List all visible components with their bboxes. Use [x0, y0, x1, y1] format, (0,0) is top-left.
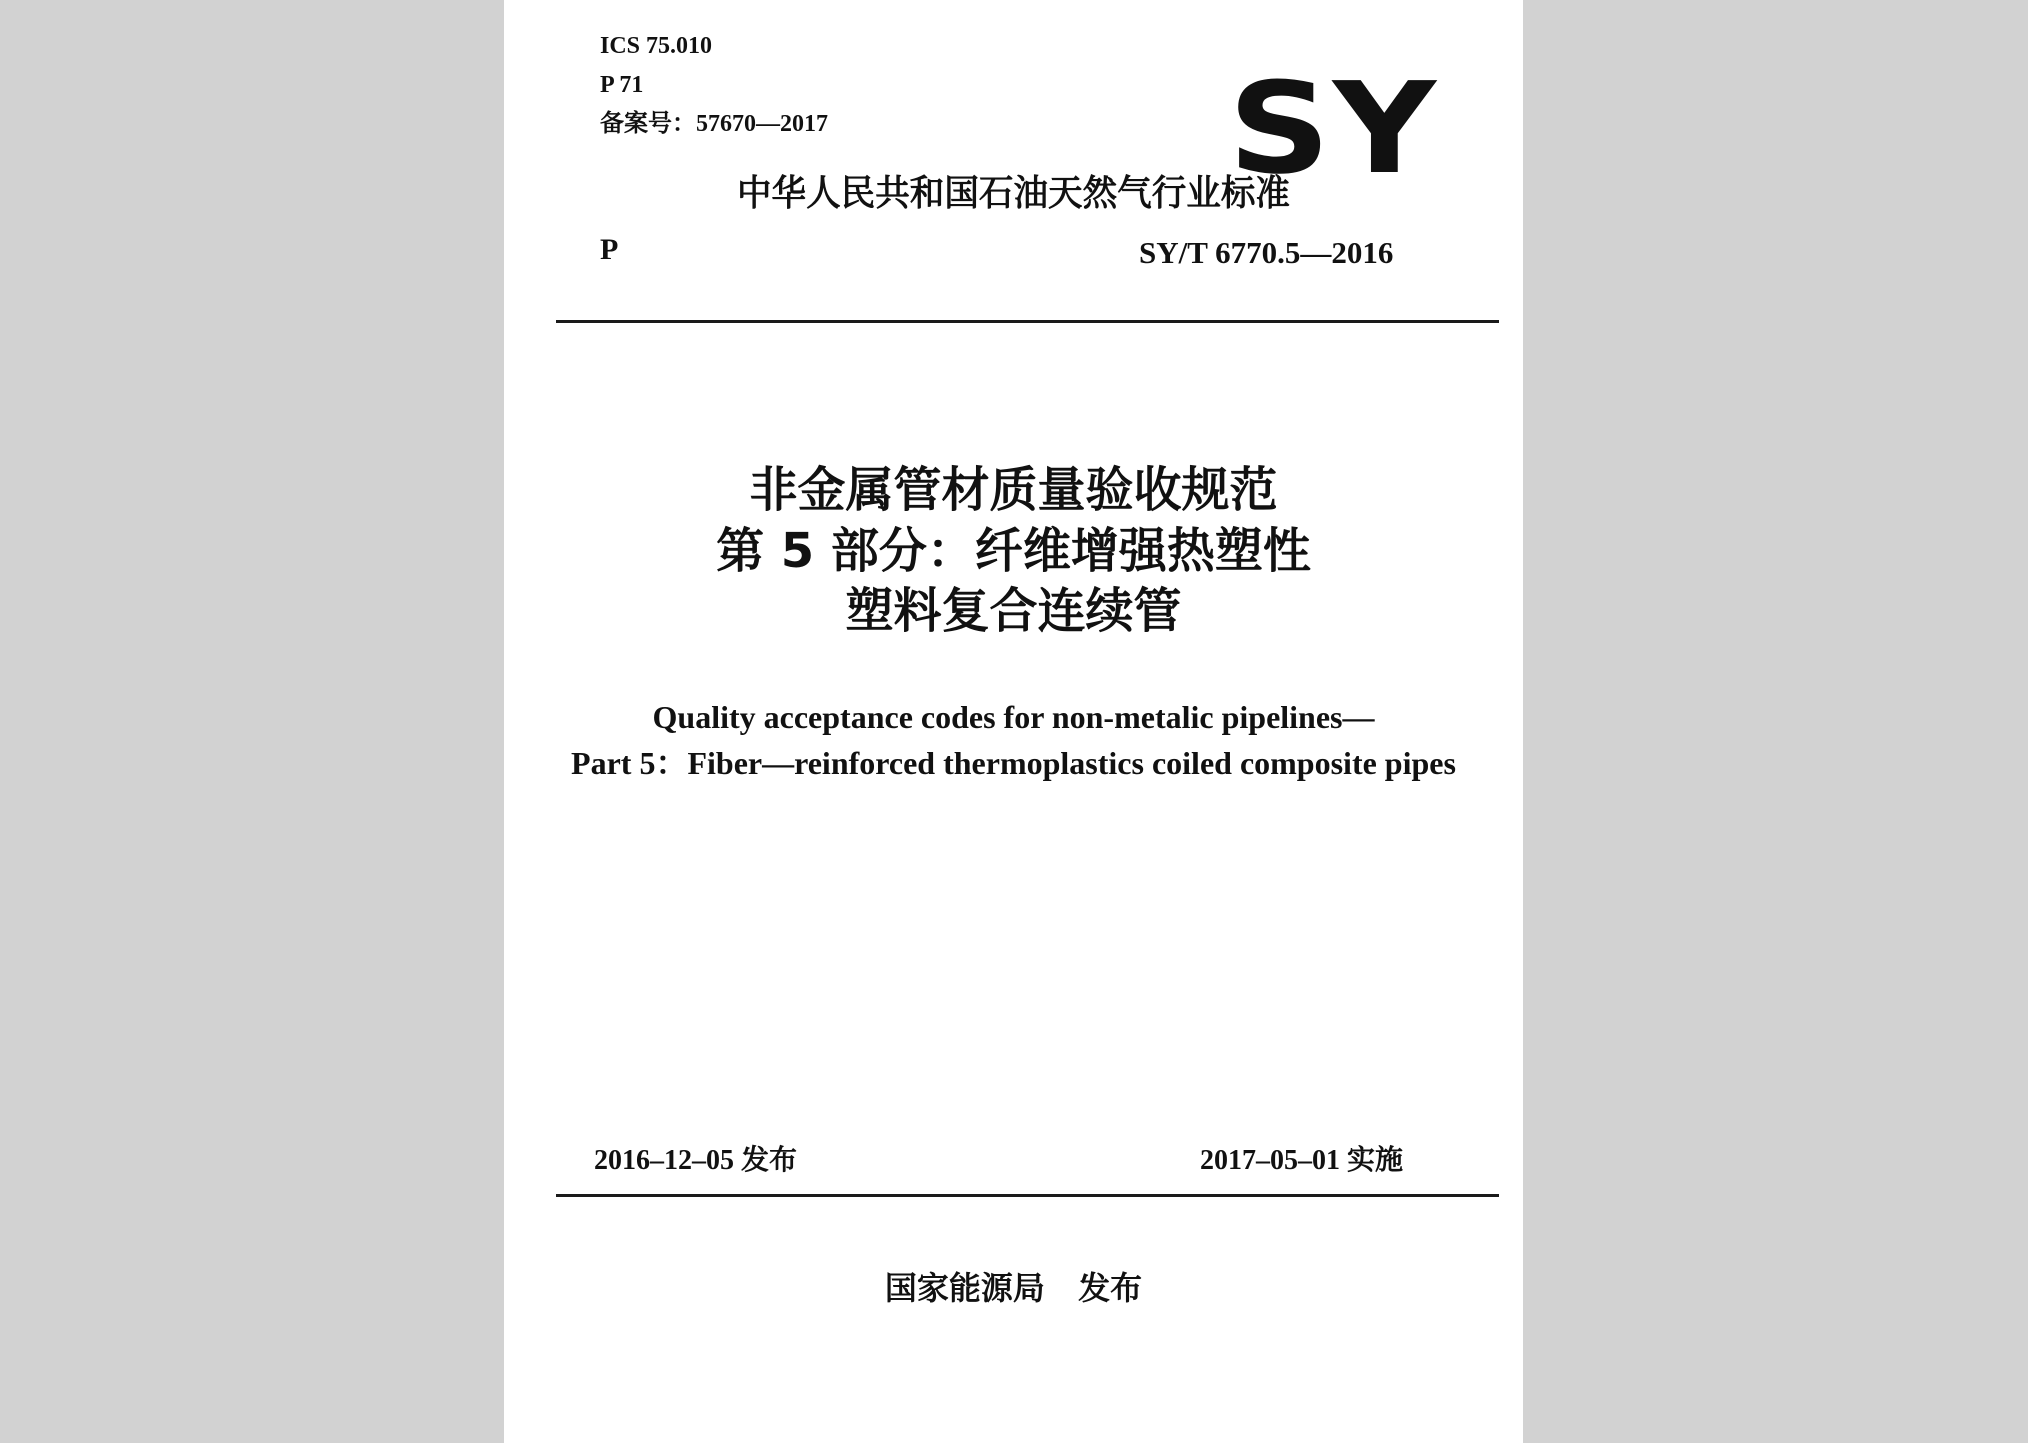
- title-cn-line-3: 塑料复合连续管: [845, 583, 1182, 639]
- ics-code: ICS 75.010: [600, 33, 713, 59]
- publisher: 国家能源局 发布: [884, 1269, 1143, 1307]
- top-divider: [556, 320, 1499, 323]
- issue-date: 2016–12–05 发布: [594, 1145, 798, 1176]
- sy-logo: SY: [1228, 55, 1439, 202]
- document-page: [504, 0, 1523, 1443]
- implementation-date: 2017–05–01 实施: [1200, 1145, 1404, 1176]
- standard-number: SY/T 6770.5—2016: [1139, 235, 1394, 270]
- classification-code: P 71: [600, 72, 644, 98]
- title-cn-line-2: 第 5 部分：纤维增强热塑性: [716, 523, 1311, 579]
- category-letter: P: [600, 233, 619, 266]
- record-number: 备案号：57670—2017: [600, 111, 828, 137]
- title-en-line-2: Part 5：Fiber—reinforced thermoplastics coiled composite pipes: [571, 745, 1456, 781]
- bottom-divider: [556, 1194, 1499, 1197]
- title-en-line-1: Quality acceptance codes for non-metalic pipelines—: [652, 699, 1375, 735]
- industry-standard-name: 中华人民共和国石油天然气行业标准: [737, 173, 1290, 214]
- title-cn-line-1: 非金属管材质量验收规范: [749, 462, 1278, 518]
